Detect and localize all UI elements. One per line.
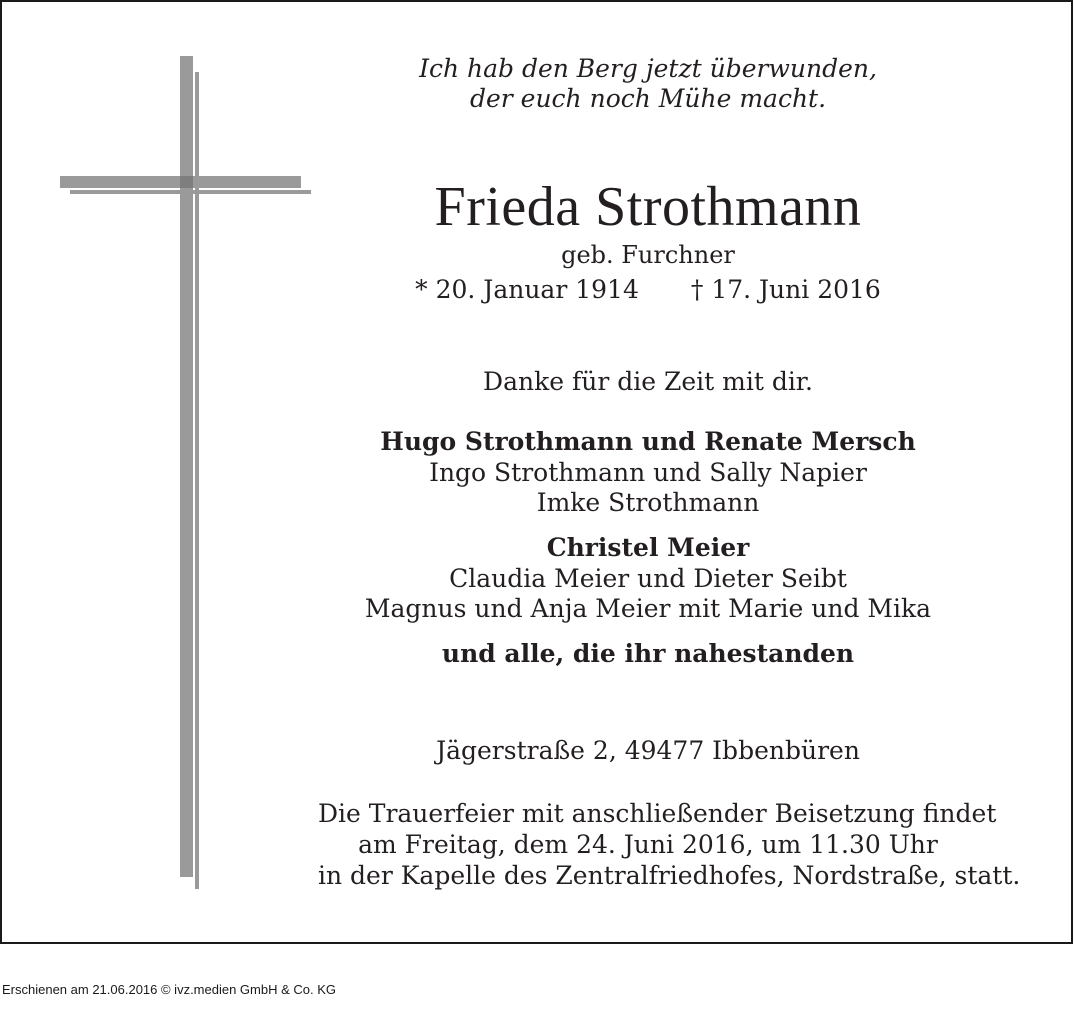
family-group <box>318 427 978 519</box>
cross-intersection <box>180 176 193 188</box>
family-member: Magnus und Anja Meier mit Marie und Mika <box>364 594 932 623</box>
closing-line: und alle, die ihr nahestanden <box>441 639 855 668</box>
ceremony-line: in der Kapelle des Zentralfriedhofes, Nordstraße, statt. <box>318 861 1021 890</box>
family-member: Imke Strothmann <box>536 488 760 517</box>
death-date: † 17. Juni 2016 <box>690 275 881 304</box>
family-head: Hugo Strothmann und Renate Mersch <box>380 427 916 456</box>
cross-vertical-shadow <box>195 72 199 889</box>
ceremony-info <box>318 798 1021 891</box>
ceremony-line: Die Trauerfeier mit anschließender Beisetzung findet <box>318 799 997 828</box>
poem-line: der euch noch Mühe macht. <box>469 84 827 113</box>
family-member: Ingo Strothmann und Sally Napier <box>429 457 867 487</box>
born-name: geb. Furchner <box>561 241 735 269</box>
family-member: Claudia Meier und Dieter Seibt <box>449 563 847 593</box>
ceremony-line: am Freitag, dem 24. Juni 2016, um 11.30 Uhr <box>358 830 938 859</box>
thanks-line: Danke für die Zeit mit dir. <box>483 367 813 396</box>
cross-horizontal-shadow <box>70 190 311 194</box>
family-head: Christel Meier <box>546 533 750 562</box>
birth-date: * 20. Januar 1914 <box>415 275 639 304</box>
life-dates <box>318 275 978 305</box>
publication-footer: Erschienen am 21.06.2016 © ivz.medien GmbH & Co. KG <box>2 982 337 997</box>
family-group <box>318 533 978 625</box>
cross-icon <box>2 2 332 902</box>
address: Jägerstraße 2, 49477 Ibbenbüren <box>436 736 860 765</box>
deceased-name: Frieda Strothmann <box>434 176 862 238</box>
poem <box>318 54 978 114</box>
poem-line: Ich hab den Berg jetzt überwunden, <box>419 54 877 83</box>
